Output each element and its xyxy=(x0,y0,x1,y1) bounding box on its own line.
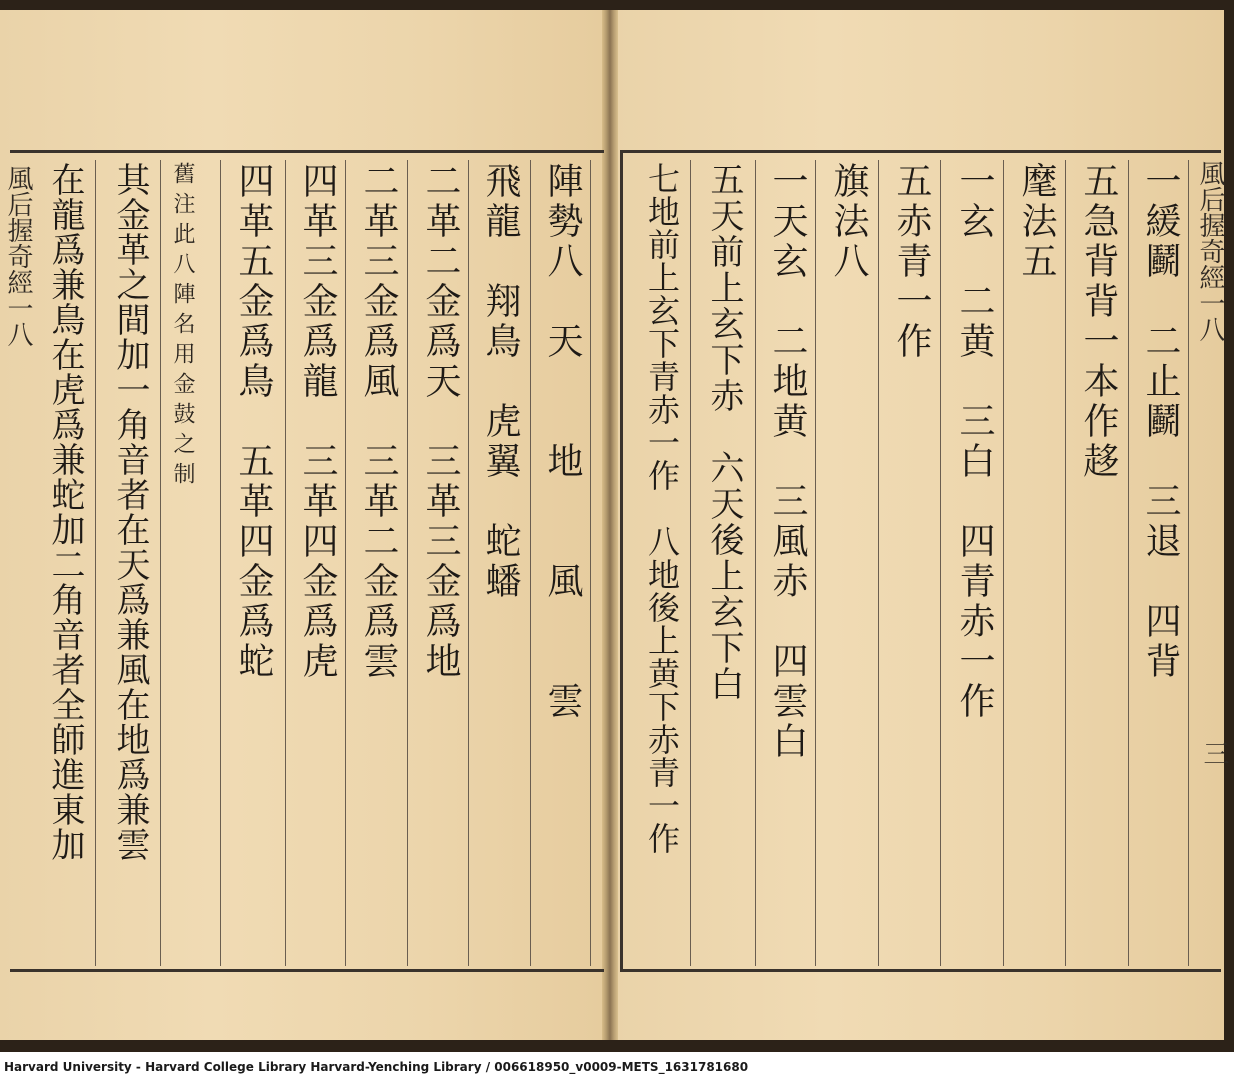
text-column: 一玄 二黄 三白 四青赤一作 xyxy=(954,162,995,722)
column-rule xyxy=(95,160,96,966)
page-number: 三 xyxy=(1199,740,1229,766)
column-rule xyxy=(220,160,221,966)
text-column: 四革三金爲龍 三革四金爲虎 xyxy=(297,162,338,682)
column-rule xyxy=(878,160,879,966)
text-column: 其金革之間加一角音者在天爲兼風在地爲兼雲 xyxy=(110,162,150,862)
text-column: 麾法五 xyxy=(1016,162,1057,282)
text-column: 旗法八 xyxy=(828,162,869,282)
text-column: 四革五金爲鳥 五革四金爲蛇 xyxy=(233,162,274,682)
text-column: 二革二金爲天 三革三金爲地 xyxy=(420,162,461,682)
text-column: 七地前上玄下青赤一作 八地後上黄下赤青一作 xyxy=(643,162,681,855)
margin-title: 風后握奇經一八 xyxy=(1195,160,1225,342)
text-column: 五天前上玄下赤 六天後上玄下白 xyxy=(704,162,744,702)
text-column: 五赤青一作 xyxy=(891,162,932,362)
text-column: 二革三金爲風 三革二金爲雲 xyxy=(358,162,399,682)
column-rule xyxy=(1128,160,1129,966)
text-column: 五急背背一本作趍 xyxy=(1078,162,1119,482)
book-gutter xyxy=(602,10,618,1040)
footer-caption: Harvard University - Harvard College Library Harvard-Yenching Library / 006618950_v0009-METS_1631781680 xyxy=(4,1060,749,1074)
margin-title: 風后握奇經一八 xyxy=(3,165,33,347)
column-rule xyxy=(755,160,756,966)
text-column: 一緩鬬 二止鬬 三退 四背 xyxy=(1140,162,1181,682)
commentary-column: 舊注此八陣名用金鼓之制 xyxy=(170,162,195,492)
column-rule xyxy=(530,160,531,966)
text-column: 陣勢八 天 地 風 雲 xyxy=(542,162,583,722)
text-column: 一天玄 二地黄 三風赤 四雲白 xyxy=(767,162,808,762)
text-column: 飛龍 翔鳥 虎翼 蛇蟠 xyxy=(480,162,521,602)
column-rule xyxy=(285,160,286,966)
text-column: 在龍爲兼鳥在虎爲兼蛇加二角音者全師進東加 xyxy=(45,162,85,862)
